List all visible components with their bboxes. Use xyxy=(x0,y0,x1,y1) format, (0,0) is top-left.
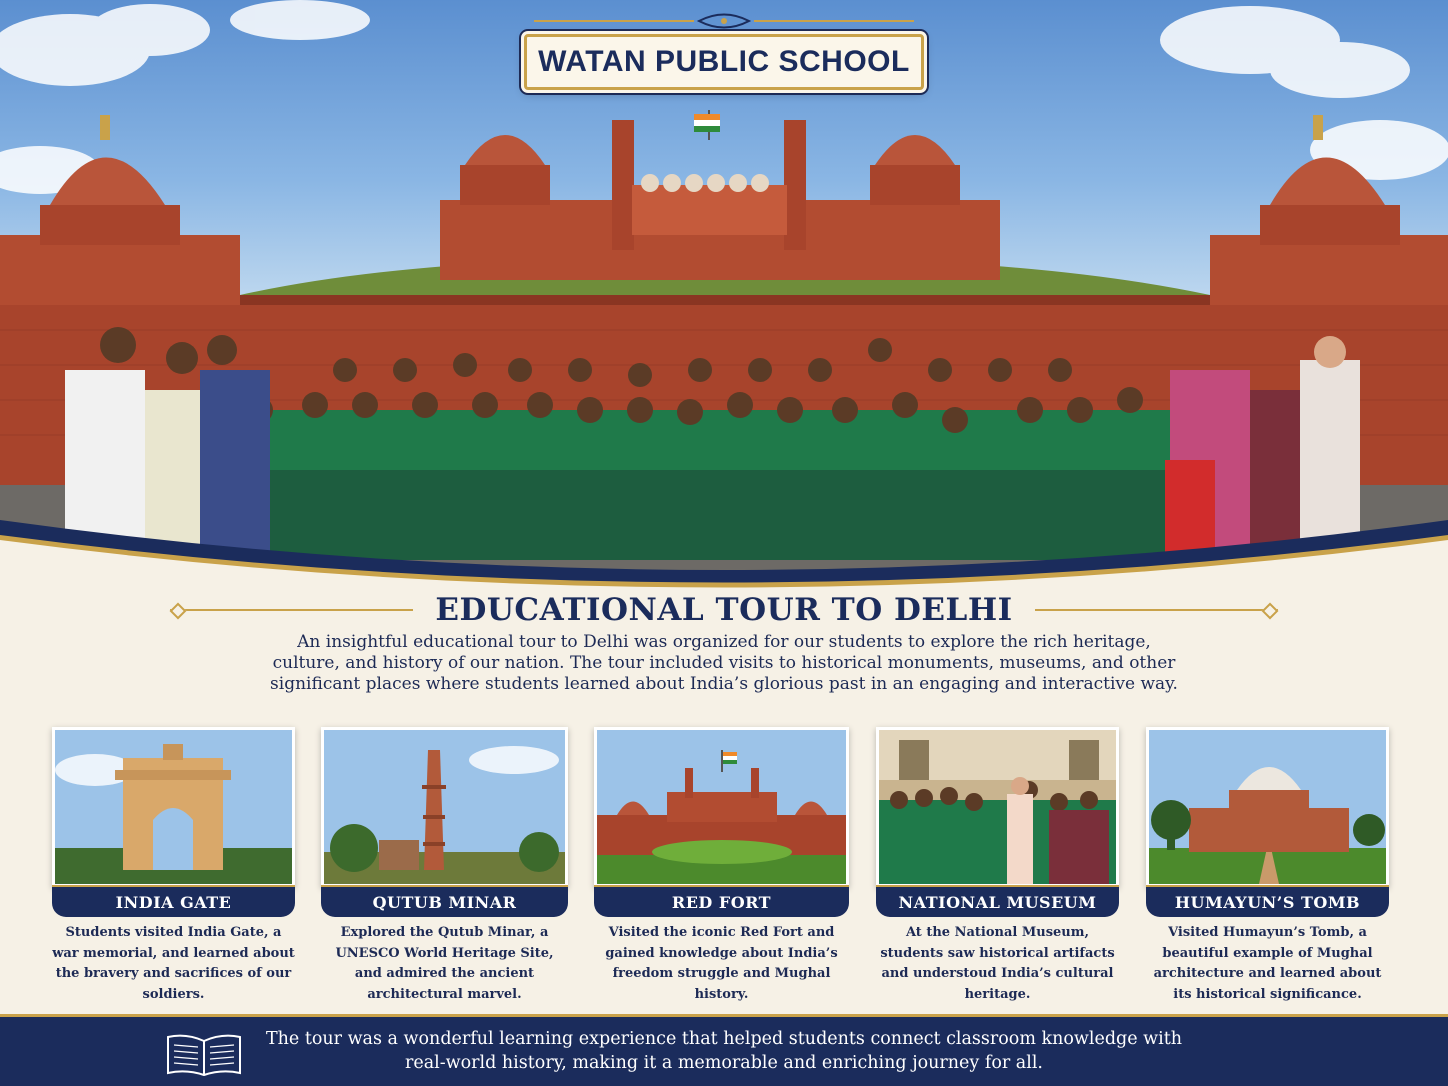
humayuns-tomb-photo xyxy=(1146,727,1389,887)
school-name-banner xyxy=(524,34,924,90)
place-label xyxy=(594,885,849,917)
footer-text: The tour was a wonderful learning experience that helped students connect classroom knowledge with real-world history, making it a memorable and enriching journey for all. xyxy=(265,1029,1183,1073)
place-description: At the National Museum, students saw historical artifacts and understoud India’s cultural heritage. xyxy=(880,925,1115,1002)
place-description: Explored the Qutub Minar, a UNESCO World Heritage Site, and admired the ancient architectural marvel. xyxy=(335,925,554,1002)
place-name: HUMAYUN’S TOMB xyxy=(1174,892,1361,912)
place-card-red-fort xyxy=(594,727,849,1010)
footer-banner xyxy=(0,1014,1448,1086)
national-museum-photo xyxy=(876,727,1119,887)
place-name: QUTUB MINAR xyxy=(372,892,517,912)
place-description: Visited Humayun’s Tomb, a beautiful example of Mughal architecture and learned about its historical significance. xyxy=(1153,925,1382,1002)
place-card-national-museum xyxy=(876,727,1119,1010)
qutub-minar-photo xyxy=(321,727,568,887)
place-name: RED FORT xyxy=(671,892,772,912)
place-label xyxy=(321,885,568,917)
place-label xyxy=(52,885,295,917)
title-row xyxy=(170,590,1278,630)
india-gate-photo xyxy=(52,727,295,887)
title-rule-left xyxy=(170,609,413,611)
place-description: Visited the iconic Red Fort and gained knowledge about India’s freedom struggle and Mughal history. xyxy=(605,925,838,1002)
page-title: EDUCATIONAL TOUR TO DELHI xyxy=(435,592,1013,628)
school-name: WATAN PUBLIC SCHOOL xyxy=(538,45,910,78)
place-description: Students visited India Gate, a war memorial, and learned about the bravery and sacrifices of our soldiers. xyxy=(52,925,295,1002)
place-name: INDIA GATE xyxy=(115,892,232,912)
place-name: NATIONAL MUSEUM xyxy=(898,892,1097,912)
place-card-india-gate xyxy=(52,727,295,1010)
place-card-humayuns-tomb xyxy=(1146,727,1389,1010)
banner-ornament xyxy=(534,12,914,30)
title-rule-right xyxy=(1035,609,1278,611)
open-book-icon xyxy=(164,1031,244,1077)
intro-paragraph: An insightful educational tour to Delhi was organized for our students to explore the rich heritage, culture, and history of our nation. The tour included visits to historical monuments, museums, and other significant places where students learned about India’s glorious past in an engaging and interactive way. xyxy=(270,632,1178,694)
place-card-qutub-minar xyxy=(321,727,568,1010)
red-fort-photo xyxy=(594,727,849,887)
place-label xyxy=(876,885,1119,917)
place-label xyxy=(1146,885,1389,917)
